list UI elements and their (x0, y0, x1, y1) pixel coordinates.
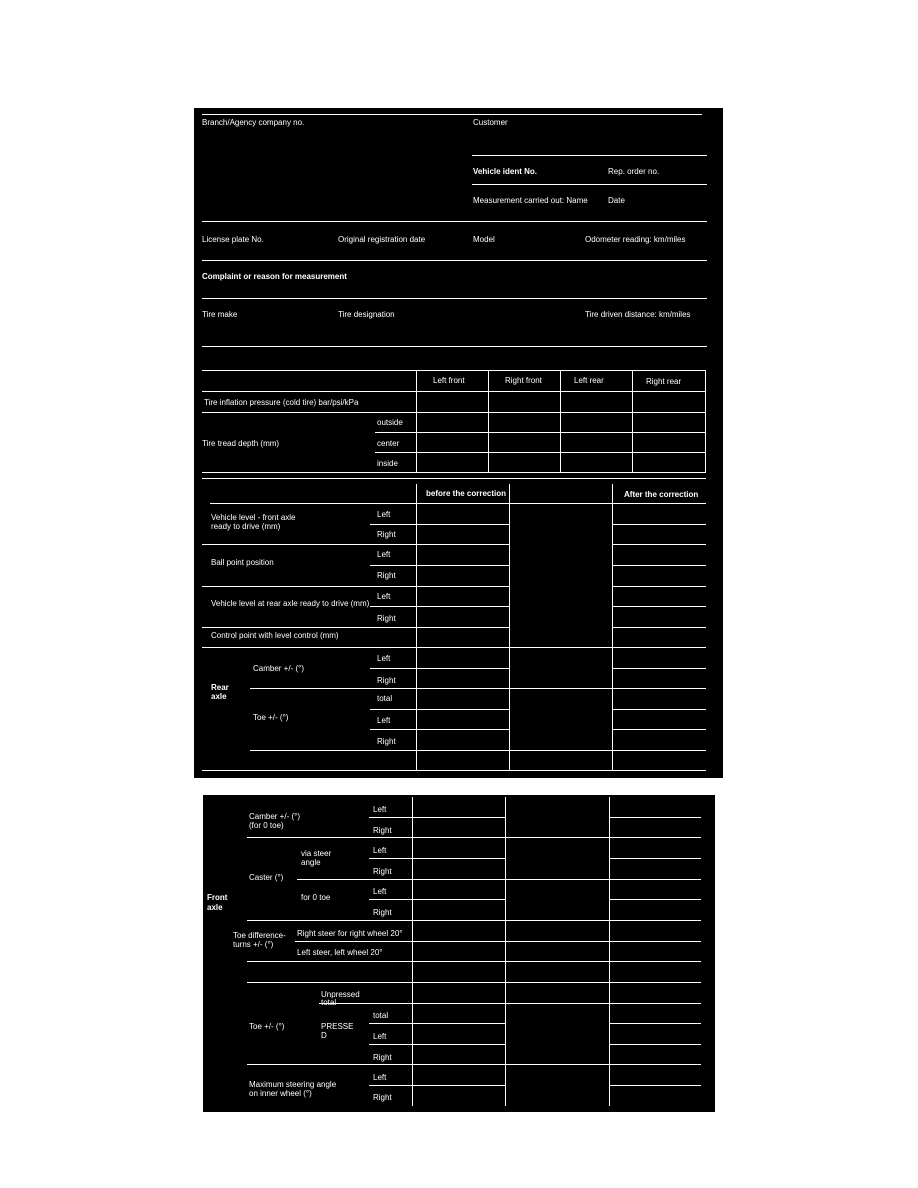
right-label: Right (377, 571, 396, 580)
front-camber-label-2: (for 0 toe) (249, 821, 284, 830)
rep-order-label: Rep. order no. (608, 167, 660, 176)
front-toe-label: Toe +/- (°) (249, 1022, 285, 1031)
left-label: Left (377, 550, 391, 559)
via-steer-label-1: via steer (301, 849, 332, 858)
unpressed-label-1: Unpressed (321, 990, 360, 999)
model-label: Model (473, 235, 495, 244)
rear-axle-label-1: Rear (211, 683, 229, 692)
tire-make-label: Tire make (202, 310, 238, 319)
front-axle-table-grid (203, 795, 715, 1112)
measured-by-label: Measurement carried out: Name (473, 196, 588, 205)
branch-label: Branch/Agency company no. (202, 118, 305, 127)
right-label: Right (373, 908, 392, 917)
unpressed-label-2: total (321, 998, 337, 1007)
front-axle-label-2: axle (207, 903, 223, 912)
tire-designation-label: Tire designation (338, 310, 395, 319)
pressure-label: Tire inflation pressure (cold tire) bar/psi/kPa (204, 398, 359, 407)
front-camber-label-1: Camber +/- (°) (249, 812, 300, 821)
before-correction-header: before the correction (426, 489, 507, 498)
left-label: Left (377, 592, 391, 601)
vlevel-front-label-1: Vehicle level - front axle (211, 513, 296, 522)
customer-label: Customer (473, 118, 508, 127)
left-label: Left (373, 1032, 387, 1041)
control-point-label: Control point with level control (mm) (211, 631, 339, 640)
left-label: Left (373, 846, 387, 855)
right-steer-label: Right steer for right wheel 20° (297, 929, 403, 938)
for-0-toe-label: for 0 toe (301, 893, 331, 902)
col-left-front: Left front (433, 376, 465, 385)
left-label: Left (373, 805, 387, 814)
left-label: Left (373, 887, 387, 896)
rear-toe-label: Toe +/- (°) (253, 713, 289, 722)
front-axle-label-1: Front (207, 893, 228, 902)
toe-diff-label-1: Toe difference- (233, 931, 286, 940)
rear-camber-label: Camber +/- (°) (253, 664, 304, 673)
ball-point-label: Ball point position (211, 558, 274, 567)
right-label: Right (377, 530, 396, 539)
complaint-label: Complaint or reason for measurement (202, 272, 347, 281)
right-label: Right (377, 614, 396, 623)
via-steer-label-2: angle (301, 858, 321, 867)
left-label: Left (377, 654, 391, 663)
left-label: Left (377, 510, 391, 519)
col-left-rear: Left rear (574, 376, 604, 385)
vin-label: Vehicle ident No. (473, 167, 538, 176)
total-label: total (377, 694, 393, 703)
inside-label: inside (377, 459, 398, 468)
alignment-table-grid (194, 108, 723, 778)
orig-reg-label: Original registration date (338, 235, 426, 244)
tread-label: Tire tread depth (mm) (202, 439, 280, 448)
odometer-label: Odometer reading: km/miles (585, 235, 686, 244)
right-label: Right (373, 1093, 392, 1102)
license-label: License plate No. (202, 235, 264, 244)
caster-label: Caster (°) (249, 873, 284, 882)
col-right-rear: Right rear (646, 377, 682, 386)
vlevel-rear-label: Vehicle level at rear axle ready to drive (mm) (211, 599, 370, 608)
left-label: Left (377, 716, 391, 725)
col-right-front: Right front (505, 376, 542, 385)
total-label: total (373, 1011, 389, 1020)
pressed-label-2: D (321, 1031, 327, 1040)
right-label: Right (373, 826, 392, 835)
rear-axle-label-2: axle (211, 692, 227, 701)
after-correction-header: After the correction (624, 490, 699, 499)
tire-distance-label: Tire driven distance: km/miles (585, 310, 691, 319)
right-label: Right (373, 1053, 392, 1062)
right-label: Right (377, 676, 396, 685)
measurement-form-page-2 (203, 795, 715, 1112)
left-steer-label: Left steer, left wheel 20° (297, 948, 383, 957)
pressed-label-1: PRESSE (321, 1022, 354, 1031)
right-label: Right (377, 737, 396, 746)
max-steer-label-2: on inner wheel (°) (249, 1089, 312, 1098)
left-label: Left (373, 1073, 387, 1082)
max-steer-label-1: Maximum steering angle (249, 1080, 337, 1089)
center-label: center (377, 439, 400, 448)
toe-diff-label-2: turns +/- (°) (233, 940, 274, 949)
outside-label: outside (377, 418, 403, 427)
measurement-form-page-1 (194, 108, 723, 778)
date-label: Date (608, 196, 625, 205)
vlevel-front-label-2: ready to drive (mm) (211, 522, 281, 531)
right-label: Right (373, 867, 392, 876)
